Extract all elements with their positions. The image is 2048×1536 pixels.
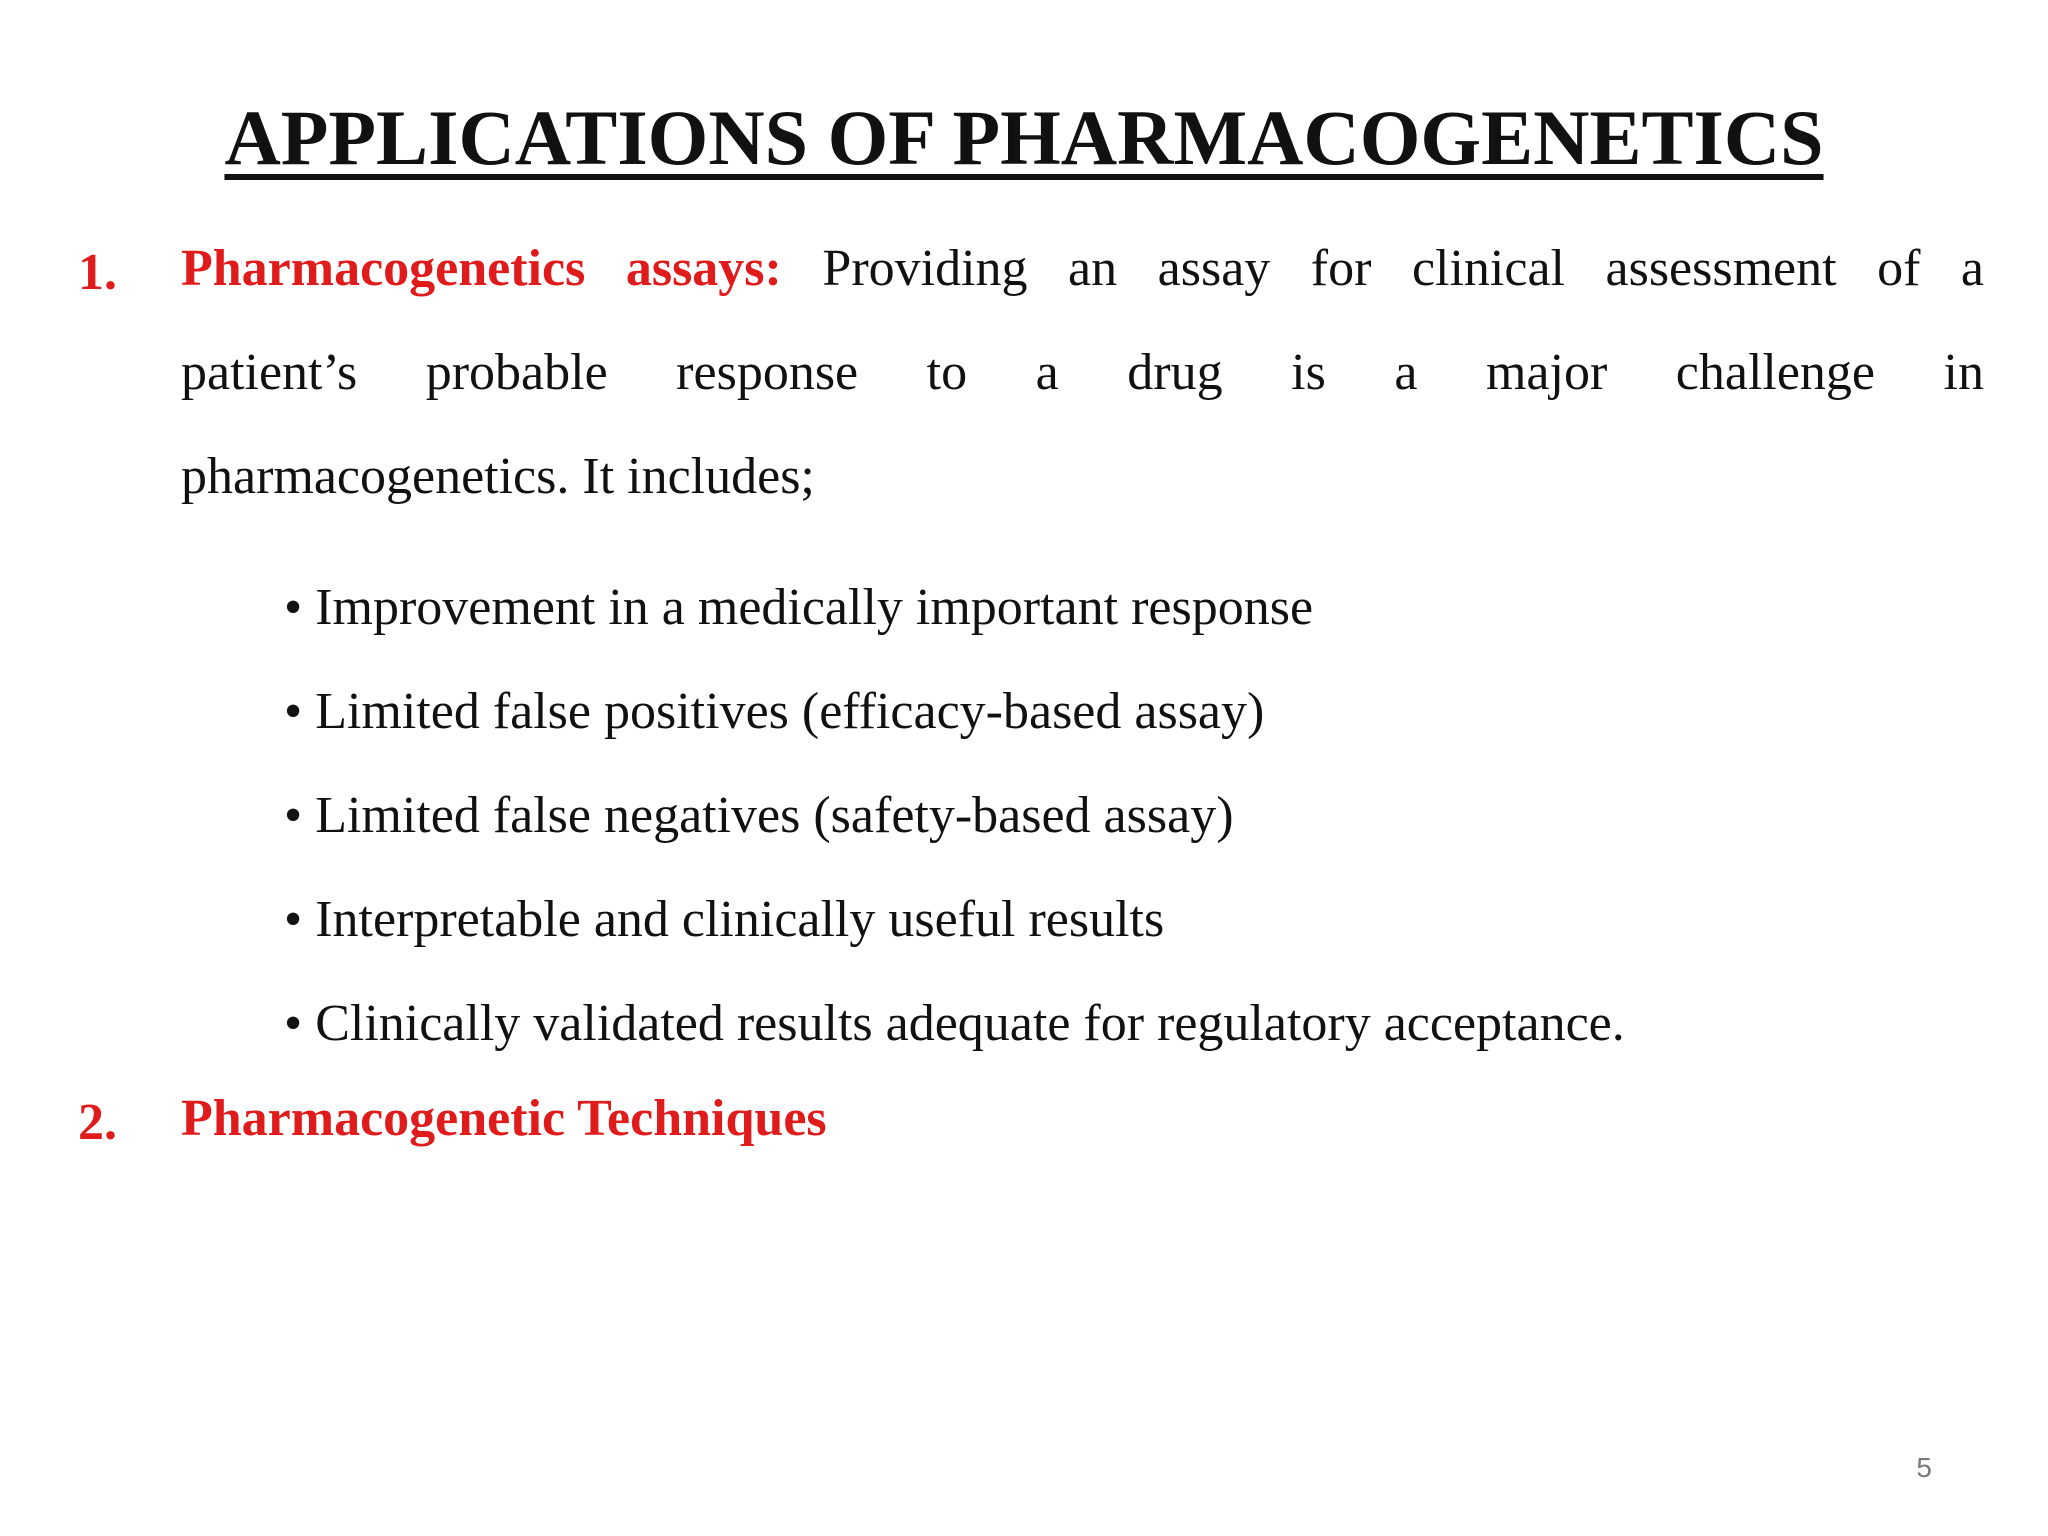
- bullet-item: • Clinically validated results adequate for regulatory acceptance.: [284, 995, 1625, 1052]
- page-number: 5: [1916, 1452, 1932, 1483]
- item-1-lead: Pharmacogenetics assays:: [181, 240, 782, 297]
- bullet-item: • Improvement in a medically important response: [284, 579, 1314, 636]
- bullet-item: • Limited false positives (efficacy-based assay): [284, 683, 1265, 740]
- item-1-line-1-text: Providing an assay for clinical assessment of a: [822, 240, 1985, 297]
- item-1-number: 1.: [78, 244, 117, 301]
- slide-title: [0, 92, 2048, 184]
- bullet-item: • Interpretable and clinically useful results: [284, 891, 1165, 948]
- slide-title-text: APPLICATIONS OF PHARMACOGENETICS: [224, 94, 1824, 181]
- item-2-number: 2.: [78, 1094, 117, 1151]
- item-1-line-1: [181, 217, 1984, 321]
- item-2-heading: Pharmacogenetic Techniques: [181, 1090, 827, 1147]
- bullet-item: • Limited false negatives (safety-based assay): [284, 787, 1234, 844]
- item-1-paragraph: [181, 240, 1985, 529]
- item-1-line-3: pharmacogenetics. It includes;: [181, 448, 815, 505]
- item-1-line-2: patient’s probable response to a drug is a major challenge in: [181, 344, 1984, 401]
